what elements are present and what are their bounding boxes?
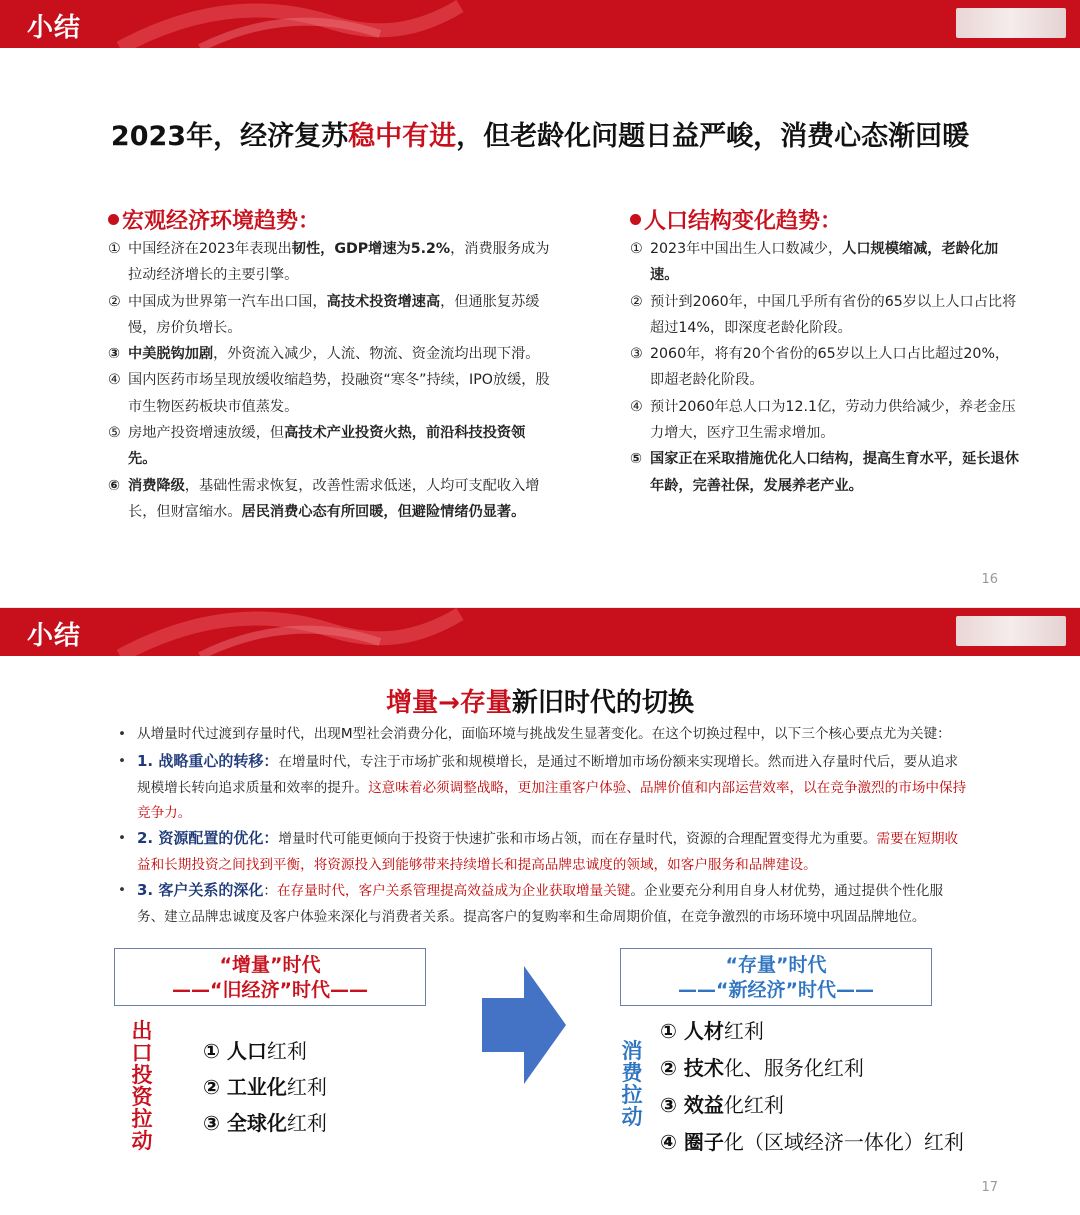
macro-economy-list <box>108 236 553 525</box>
point-1-highlight: 这意味着必须调整战略，更加注重客户体验、品牌价值和内部运营效率，以在竞争激烈的市场中保持竞争力。 <box>137 779 967 821</box>
list-item <box>630 341 1020 394</box>
list-item <box>630 289 1020 342</box>
slide-16 <box>0 0 1080 607</box>
page-number: 16 <box>981 572 998 587</box>
item-text: 居民消费心态有所回暖，但避险情绪仍显著。 <box>241 503 526 520</box>
item-text: 中国经济在2023年表现出 <box>128 241 292 257</box>
point-3: • 3. 客户关系的深化：在存量时代，客户关系管理提高效益成为企业获取增量关键。企业要充分利用自身人材优势，通过提供个性化服务、建立品牌忠诚度及客户体验来深化与消费者关系。提高客户的复购率和生命周期价值，在竞争激烈的市场环境中巩固品牌地位。 <box>118 881 944 925</box>
macro-economy-column <box>108 204 553 525</box>
item-number: ② <box>630 293 643 310</box>
page-number: 17 <box>981 1180 998 1195</box>
population-list <box>630 236 1020 499</box>
benefit-item <box>203 1107 327 1136</box>
point-1: • 1. 战略重心的转移：在增量时代，专注于市场扩张和规模增长，是通过不断增加市场份额来实现增长。然而进入存量时代后，要从追求规模增长转向追求质量和效率的提升。这意味着必须调整战略，更加注重客户体验、品牌价值和内部运营效率，以在竞争激烈的市场中保持竞争力。 <box>118 752 967 821</box>
item-text: 2023年中国出生人口数减少， <box>650 241 843 257</box>
header-swirl-decoration <box>0 0 1080 48</box>
item-text: 中美脱钩加剧 <box>128 346 214 363</box>
list-item <box>630 236 1020 289</box>
header-swirl-decoration <box>0 608 1080 656</box>
benefit-item <box>203 1035 307 1064</box>
title-prefix: 2023年，经济复苏 <box>110 121 349 152</box>
bullet-dot-icon <box>108 214 119 225</box>
list-item <box>108 289 553 342</box>
list-item <box>630 446 1020 499</box>
item-text: ，消费服务成为拉动经济增长的主要引擎。 <box>128 241 550 284</box>
header-title: 小结 <box>27 621 82 651</box>
point-2-text: 增量时代可能更倾向于投资于快速扩张和市场占领，而在存量时代，资源的合理配置变得尤为重要。 <box>278 831 877 847</box>
list-item <box>108 367 553 420</box>
benefit-keyword: 工业化 <box>226 1075 287 1099</box>
item-text: 中国成为世界第一汽车出口国， <box>128 293 327 310</box>
slide-header <box>0 0 1080 48</box>
list-item <box>108 473 553 526</box>
item-number: ③ <box>108 346 121 363</box>
point-3-text: 。企业要充分利用自身人材优势，通过提供个性化服务、建立品牌忠诚度及客户体验来深化与消费者关系。提高客户的复购率和生命周期价值，在竞争激烈的市场环境中巩固品牌地位。 <box>137 883 944 925</box>
benefit-number: ② <box>660 1056 684 1080</box>
transition-arrow-icon <box>482 966 568 1084</box>
old-era-line1: “增量”时代 <box>219 954 321 976</box>
item-number: ⑥ <box>108 477 121 494</box>
point-2-highlight: 需要在短期收益和长期投资之间找到平衡，将资源投入到能够带来持续增长和提高品牌忠诚度的领域，如客户服务和品牌建设。 <box>137 831 959 873</box>
item-number: ③ <box>630 346 643 363</box>
item-text: 韧性，GDP增速为5.2% <box>291 241 451 257</box>
benefit-keyword: 技术 <box>683 1056 724 1080</box>
old-era-box <box>114 948 426 1006</box>
list-item <box>630 394 1020 447</box>
benefit-number: ① <box>660 1019 684 1043</box>
new-era-line1: “存量”时代 <box>725 954 827 976</box>
item-number: ⑤ <box>108 425 121 442</box>
population-heading: 人口结构变化趋势： <box>630 204 1020 236</box>
item-number: ① <box>108 241 121 257</box>
item-text: 预计到2060年，中国几乎所有省份的65岁以上人口占比将超过14%，即深度老龄化阶段。 <box>650 293 1017 336</box>
blurred-logo <box>956 616 1066 646</box>
benefit-number: ③ <box>203 1111 227 1135</box>
title-suffix: ，但老龄化问题日益严峻，消费心态渐回暖 <box>456 121 970 152</box>
list-item <box>108 420 553 473</box>
benefit-number: ③ <box>660 1093 684 1117</box>
new-era-box <box>620 948 932 1006</box>
benefit-item <box>660 1126 964 1155</box>
benefit-item <box>660 1089 784 1118</box>
benefit-suffix: 化（区域经济一体化）红利 <box>723 1130 964 1154</box>
benefit-suffix: 红利 <box>286 1111 327 1135</box>
intro-bullet: • 从增量时代过渡到存量时代，出现M型社会消费分化，面临环境与挑战发生显著变化。在这个切换过程中，以下三个核心要点尤为关键： <box>118 722 968 748</box>
benefit-item <box>660 1015 764 1044</box>
point-3-colon: ： <box>263 883 277 899</box>
item-text: 2060年，将有20个省份的65岁以上人口占比超过20%，即超老龄化阶段。 <box>650 346 1010 389</box>
item-text: 国家正在采取措施优化人口结构，提高生育水平，延长退休年龄，完善社保，发展养老产业。 <box>650 451 1019 494</box>
item-text: 预计2060年总人口为12.1亿，劳动力供给减少，养老金压力增大，医疗卫生需求增加。 <box>650 398 1016 442</box>
item-text: 房地产投资增速放缓，但 <box>128 425 285 442</box>
point-1-heading: 1. 战略重心的转移： <box>137 752 279 770</box>
list-item <box>108 236 553 289</box>
item-text: 消费降级 <box>128 477 185 494</box>
benefit-keyword: 人口 <box>226 1039 267 1063</box>
point-2-heading: 2. 资源配置的优化： <box>137 829 279 847</box>
benefit-suffix: 化、服务化红利 <box>723 1056 864 1080</box>
point-3-highlight: 在存量时代，客户关系管理提高效益成为企业获取增量关键 <box>276 883 631 899</box>
item-text: 高技术投资增速高 <box>326 293 441 310</box>
item-number: ② <box>108 293 121 310</box>
old-era-vertical-label: 出口投资拉动 <box>131 1019 153 1153</box>
item-text: ，但通胀复苏缓慢，房价负增长。 <box>128 293 540 336</box>
blurred-logo <box>956 8 1066 38</box>
new-era-vertical-label: 消费拉动 <box>621 1039 643 1129</box>
new-era-line2: ——“新经济”时代—— <box>678 979 874 1001</box>
item-number: ④ <box>108 372 121 389</box>
old-era-line2: ——“旧经济”时代—— <box>172 979 368 1001</box>
benefit-keyword: 人材 <box>683 1019 724 1043</box>
benefit-keyword: 圈子 <box>683 1130 724 1154</box>
benefit-suffix: 化红利 <box>723 1093 784 1117</box>
benefit-number: ④ <box>660 1130 684 1154</box>
era-switch-title: 增量→存量新旧时代的切换 <box>386 688 694 718</box>
benefit-item <box>203 1071 327 1100</box>
benefit-suffix: 红利 <box>266 1039 307 1063</box>
slide-header <box>0 608 1080 656</box>
header-title: 小结 <box>27 13 82 43</box>
item-number: ⑤ <box>630 451 643 468</box>
point-2: • 2. 资源配置的优化：增量时代可能更倾向于投资于快速扩张和市场占领，而在存量时代，资源的合理配置变得尤为重要。需要在短期收益和长期投资之间找到平衡，将资源投入到能够带来持续增长和提高品牌忠诚度的领域，如客户服务和品牌建设。 <box>118 829 959 873</box>
item-number: ① <box>630 241 643 257</box>
benefit-number: ② <box>203 1075 227 1099</box>
item-text: 国内医药市场呈现放缓收缩趋势，投融资“寒冬”持续，IPO放缓，股市生物医药板块市值蒸发。 <box>128 372 550 415</box>
item-text: ，外资流入减少，人流、物流、资金流均出现下滑。 <box>213 346 540 363</box>
main-title <box>0 114 1080 153</box>
item-text: ，基础性需求恢复，改善性需求低迷，人均可支配收入增长，但财富缩水。 <box>128 477 540 520</box>
benefit-suffix: 红利 <box>286 1075 327 1099</box>
benefit-item <box>660 1052 864 1081</box>
bullet-dot-icon <box>630 214 641 225</box>
benefit-keyword: 全球化 <box>226 1111 287 1135</box>
point-1-text: 在增量时代，专注于市场扩张和规模增长，是通过不断增加市场份额来实现增长。然而进入存量时代后，要从追求规模增长转向追求质量和效率的提升。 <box>137 754 959 796</box>
point-3-heading: 3. 客户关系的深化 <box>137 881 264 899</box>
intro-text: 从增量时代过渡到存量时代，出现M型社会消费分化，面临环境与挑战发生显著变化。在这个切换过程中，以下三个核心要点尤为关键： <box>137 726 951 742</box>
benefit-keyword: 效益 <box>683 1093 724 1117</box>
item-text: 高技术产业投资火热，前沿科技投资领先。 <box>128 425 526 468</box>
benefit-number: ① <box>203 1039 227 1063</box>
benefit-suffix: 红利 <box>723 1019 764 1043</box>
title-highlight: 稳中有进 <box>348 121 457 152</box>
item-text: 人口规模缩减，老龄化加速。 <box>650 241 999 284</box>
item-number: ④ <box>630 398 643 415</box>
list-item <box>108 341 553 367</box>
population-column <box>630 204 1020 499</box>
macro-economy-heading: 宏观经济环境趋势： <box>108 204 553 236</box>
